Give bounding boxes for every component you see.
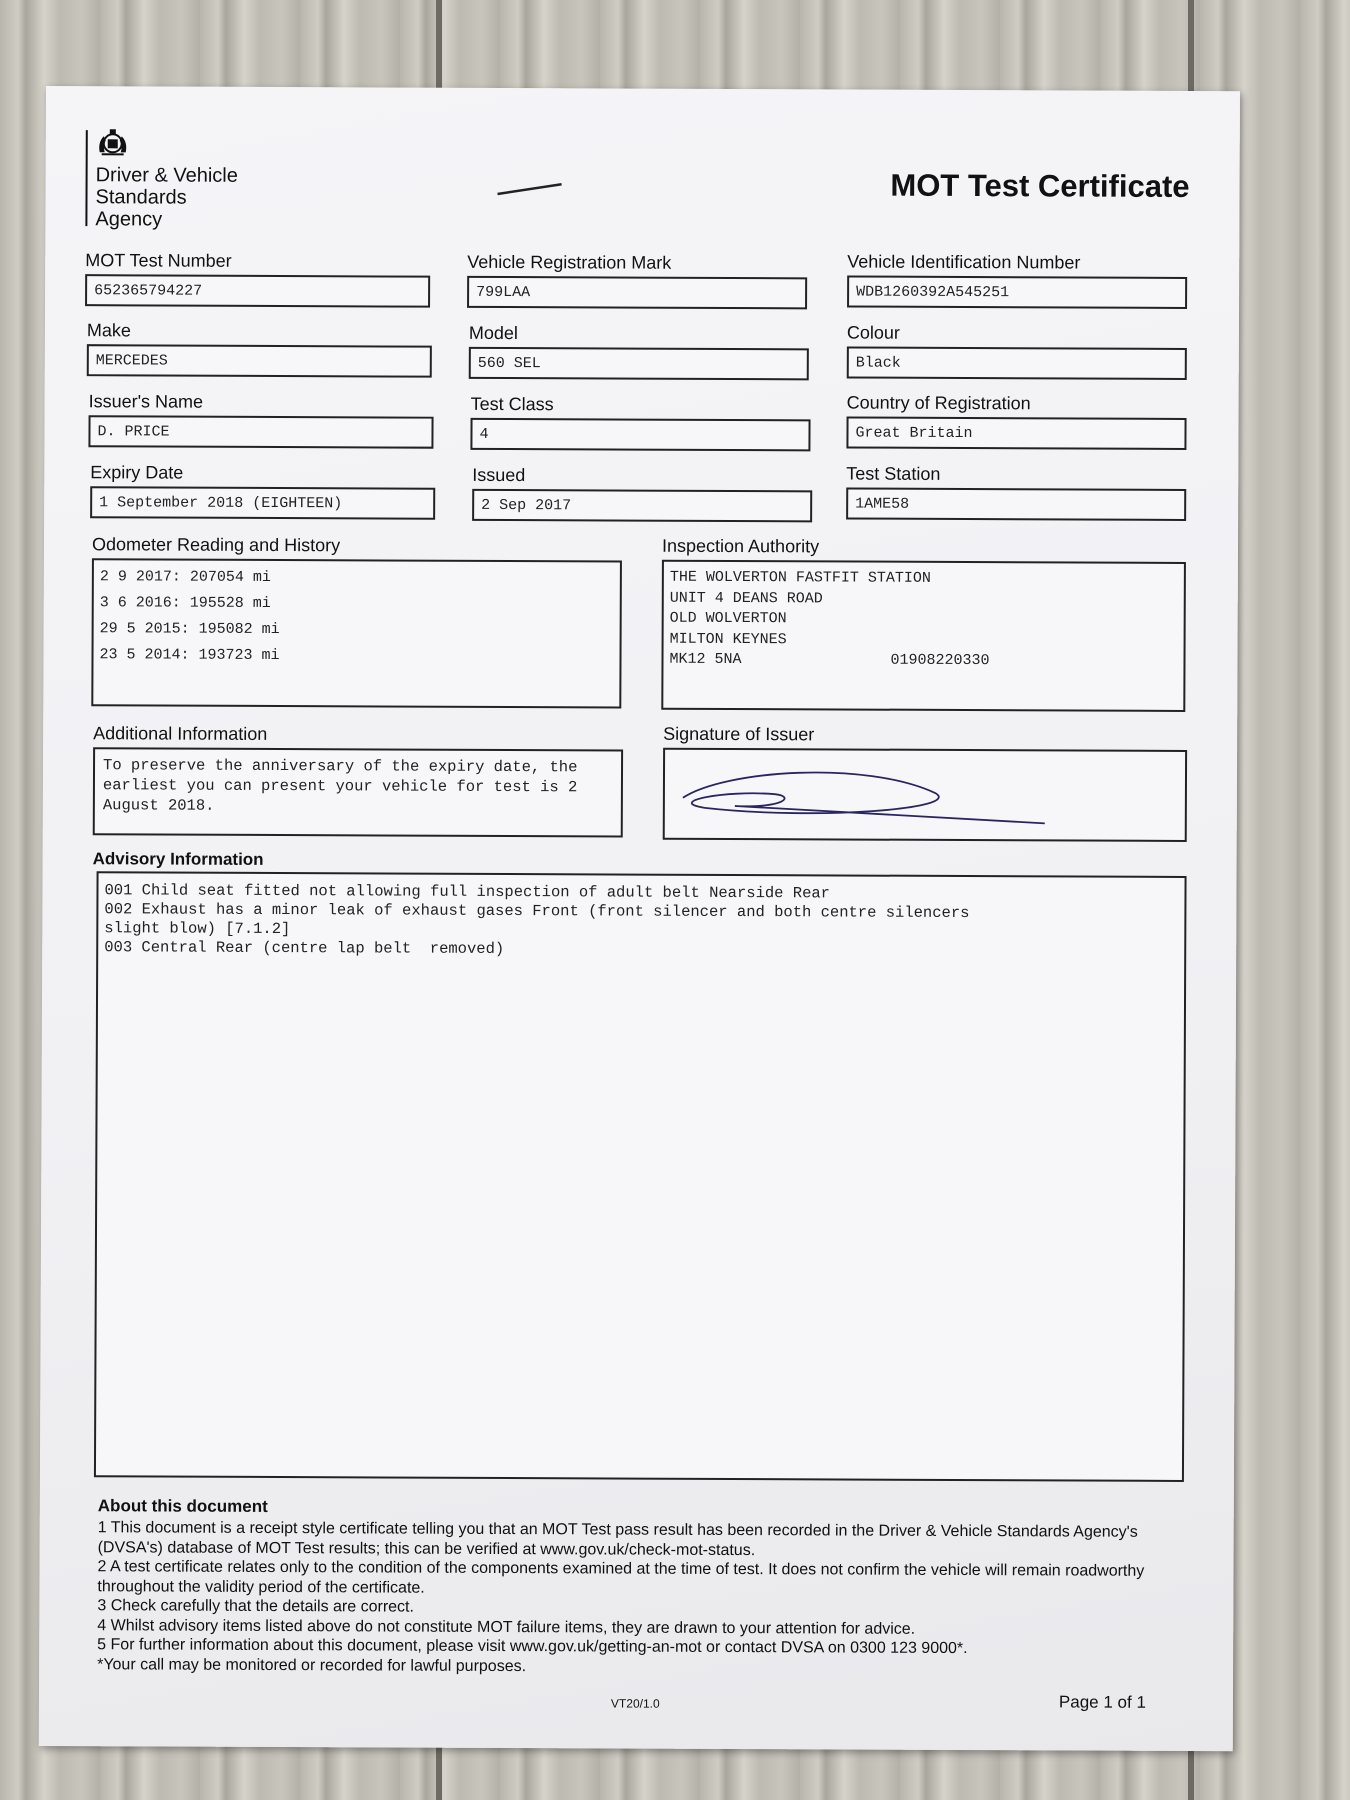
advisory-item: 001 Child seat fitted not allowing full inspection of adult belt Nearside Rear: [104, 881, 831, 903]
country-label: Country of Registration: [846, 392, 1031, 414]
model-value: 560 SEL: [469, 347, 809, 380]
issuer-label: Issuer's Name: [88, 391, 204, 412]
model-label: Model: [468, 322, 519, 344]
make-value: MERCEDES: [87, 344, 432, 378]
inspection-authority-box: [661, 560, 1186, 712]
additional-info-label: Additional Information: [93, 723, 268, 744]
issuer-signature-icon: [665, 750, 1185, 840]
test-class-value: 4: [470, 418, 810, 451]
agency-divider: [85, 130, 87, 226]
agency-line: Standards: [95, 186, 187, 209]
about-item: 2 A test certificate relates only to the condition of the components examined at the time of test. It does not confirm the vehicle will remain roadworthy throughout the validity period of the certificate.: [97, 1558, 1145, 1597]
country-value: Great Britain: [846, 416, 1186, 449]
agency-line: Driver & Vehicle: [95, 164, 238, 187]
authority-address-line: THE WOLVERTON FASTFIT STATION: [669, 568, 931, 587]
authority-postcode-row: [669, 650, 1177, 673]
vrm-value: 799LAA: [467, 276, 807, 309]
form-code: VT20/1.0: [610, 1696, 660, 1711]
issued-value: 2 Sep 2017: [472, 489, 812, 522]
page-number: Page 1 of 1: [1058, 1692, 1146, 1712]
advisory-item: 002 Exhaust has a minor leak of exhaust gases Front (front silencer and both centre silencers: [104, 900, 970, 923]
colour-label: Colour: [846, 322, 901, 343]
odometer-entry: 3 6 2016: 195528 mi: [99, 594, 271, 612]
advisory-label: Advisory Information: [92, 849, 264, 869]
authority-address-line: OLD WOLVERTON: [669, 609, 787, 628]
additional-info-box: To preserve the anniversary of the expiry date, the earliest you can present your vehicle for test is 2 August 2018.: [93, 747, 623, 837]
advisory-box: [94, 871, 1187, 1482]
odometer-entry: 23 5 2014: 193723 mi: [99, 646, 280, 665]
issued-label: Issued: [472, 464, 526, 486]
test-class-label: Test Class: [470, 393, 554, 415]
vin-label: Vehicle Identification Number: [847, 251, 1081, 273]
about-footnote: *Your call may be monitored or recorded for lawful purposes.: [97, 1655, 527, 1675]
about-item: 3 Check carefully that the details are correct.: [97, 1597, 414, 1616]
test-station-value: 1AME58: [846, 487, 1186, 520]
about-item: 1 This document is a receipt style certificate telling you that an MOT Test pass result has been recorded in the Driver & Vehicle Standards Agency's (DVSA's) database of MOT Test results; this can be verified at www.gov.uk/check-mot-status.: [97, 1519, 1138, 1559]
about-title: About this document: [97, 1496, 268, 1516]
agency-line: Agency: [95, 208, 163, 231]
expiry-value: 1 September 2018 (EIGHTEEN): [90, 486, 435, 520]
advisory-item: slight blow) [7.1.2]: [104, 919, 291, 939]
issuer-value: D. PRICE: [88, 415, 433, 449]
expiry-label: Expiry Date: [90, 462, 184, 483]
odometer-label: Odometer Reading and History: [91, 534, 341, 556]
about-item: 4 Whilst advisory items listed above do not constitute MOT failure items, they are drawn to your attention for advice.: [97, 1616, 916, 1638]
royal-coat-of-arms-icon: [96, 126, 130, 156]
authority-phone: 01908220330: [890, 651, 990, 670]
advisory-item: 003 Central Rear (centre lap belt removed): [104, 938, 505, 959]
authority-postcode: MK12 5NA: [669, 650, 742, 669]
odometer-entry: 29 5 2015: 195082 mi: [99, 620, 280, 639]
signature-box: [663, 748, 1187, 842]
colour-value: Black: [847, 346, 1187, 379]
mot-certificate-sheet: [39, 86, 1240, 1751]
pen-mark-icon: [496, 180, 566, 200]
inspection-authority-label: Inspection Authority: [661, 535, 820, 557]
about-list: [97, 1518, 1178, 1679]
mot-test-number-label: MOT Test Number: [85, 250, 232, 271]
vin-value: WDB1260392A545251: [847, 275, 1187, 308]
agency-name: [95, 164, 295, 231]
odometer-history-box: [91, 558, 622, 708]
authority-address-line: UNIT 4 DEANS ROAD: [669, 589, 823, 607]
signature-label: Signature of Issuer: [663, 723, 815, 745]
test-station-label: Test Station: [846, 463, 941, 484]
mot-test-number-value: 652365794227: [85, 274, 430, 308]
about-item: 5 For further information about this document, please visit www.gov.uk/getting-an-mot or contact DVSA on 0300 123 9000*.: [97, 1636, 968, 1658]
make-label: Make: [86, 320, 131, 341]
odometer-entry: 2 9 2017: 207054 mi: [99, 568, 271, 586]
authority-address-line: MILTON KEYNES: [669, 630, 787, 648]
document-title: MOT Test Certificate: [890, 167, 1190, 204]
vrm-label: Vehicle Registration Mark: [467, 251, 672, 273]
